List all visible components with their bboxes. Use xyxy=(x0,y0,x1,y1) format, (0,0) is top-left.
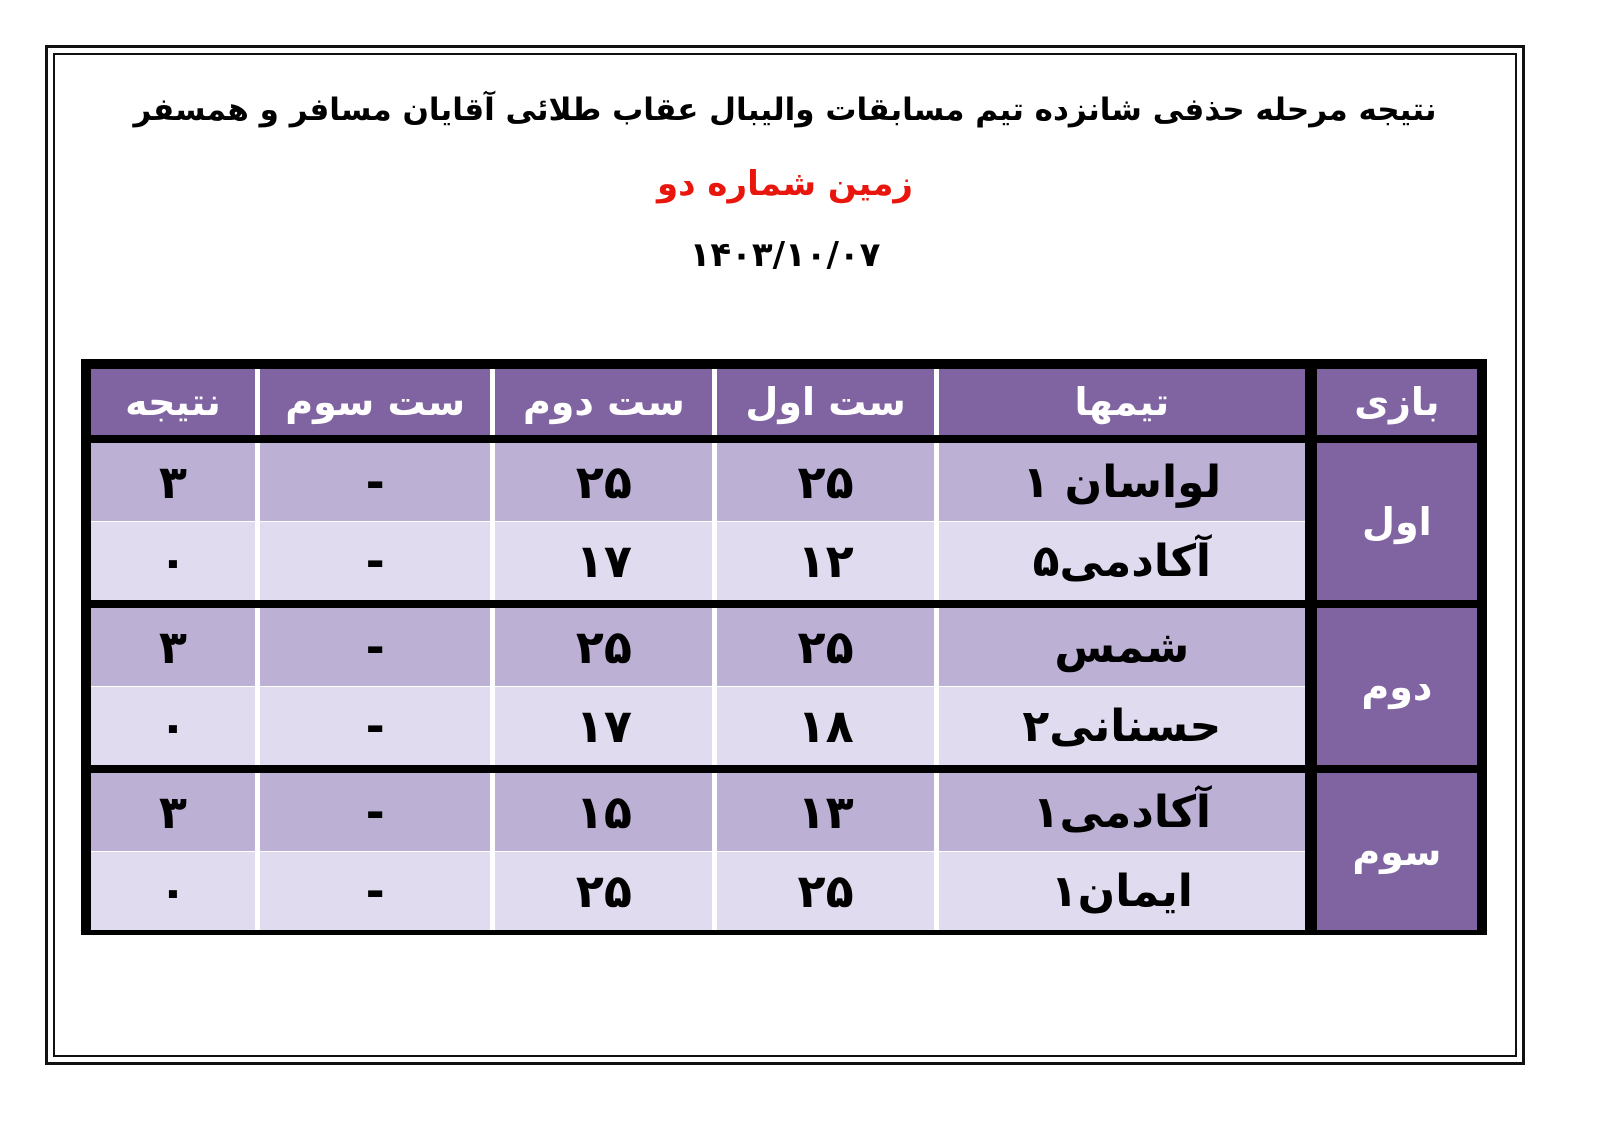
table-row xyxy=(91,439,1477,522)
match-result: ۳ xyxy=(91,604,257,687)
set1-score: ۲۵ xyxy=(715,852,937,931)
set1-score: ۲۵ xyxy=(715,604,937,687)
column-header-result: نتیجه xyxy=(91,369,257,439)
table-row xyxy=(91,852,1477,931)
page-title: نتیجه مرحله حذفی شانزده تیم مسابقات والیبال عقاب طلائی آقایان مسافر و همسفر xyxy=(133,92,1437,128)
set1-score: ۲۵ xyxy=(715,439,937,522)
set3-score: - xyxy=(257,687,493,770)
team-name: حسنانی۲ xyxy=(936,687,1310,770)
set2-score: ۲۵ xyxy=(493,439,715,522)
team-name: آکادمی۱ xyxy=(936,769,1310,852)
match-result: ۳ xyxy=(91,769,257,852)
set2-score: ۲۵ xyxy=(493,852,715,931)
table-header-row xyxy=(91,369,1477,439)
set2-score: ۲۵ xyxy=(493,604,715,687)
column-header-game: بازی xyxy=(1311,369,1477,439)
match-result: ۰ xyxy=(91,687,257,770)
set3-score: - xyxy=(257,604,493,687)
table-row xyxy=(91,687,1477,770)
game-label: سوم xyxy=(1311,769,1477,930)
column-header-set2: ست دوم xyxy=(493,369,715,439)
set3-score: - xyxy=(257,769,493,852)
column-header-set1: ست اول xyxy=(715,369,937,439)
results-table-container xyxy=(81,359,1487,935)
team-name: ایمان۱ xyxy=(936,852,1310,931)
team-name: لواسان ۱ xyxy=(936,439,1310,522)
set2-score: ۱۷ xyxy=(493,522,715,605)
team-name: شمس xyxy=(936,604,1310,687)
match-result: ۰ xyxy=(91,852,257,931)
set3-score: - xyxy=(257,439,493,522)
set3-score: - xyxy=(257,522,493,605)
table-row xyxy=(91,522,1477,605)
column-header-teams: تیمها xyxy=(936,369,1310,439)
table-row xyxy=(91,604,1477,687)
game-label: اول xyxy=(1311,439,1477,604)
game-label: دوم xyxy=(1311,604,1477,769)
court-subtitle: زمین شماره دو xyxy=(657,164,913,204)
team-name: آکادمی۵ xyxy=(936,522,1310,605)
results-table xyxy=(91,369,1477,930)
match-date: ۱۴۰۳/۱۰/۰۷ xyxy=(689,235,881,275)
set2-score: ۱۵ xyxy=(493,769,715,852)
match-result: ۰ xyxy=(91,522,257,605)
match-result: ۳ xyxy=(91,439,257,522)
table-row xyxy=(91,769,1477,852)
set1-score: ۱۲ xyxy=(715,522,937,605)
set3-score: - xyxy=(257,852,493,931)
set2-score: ۱۷ xyxy=(493,687,715,770)
column-header-set3: ست سوم xyxy=(257,369,493,439)
set1-score: ۱۸ xyxy=(715,687,937,770)
set1-score: ۱۳ xyxy=(715,769,937,852)
